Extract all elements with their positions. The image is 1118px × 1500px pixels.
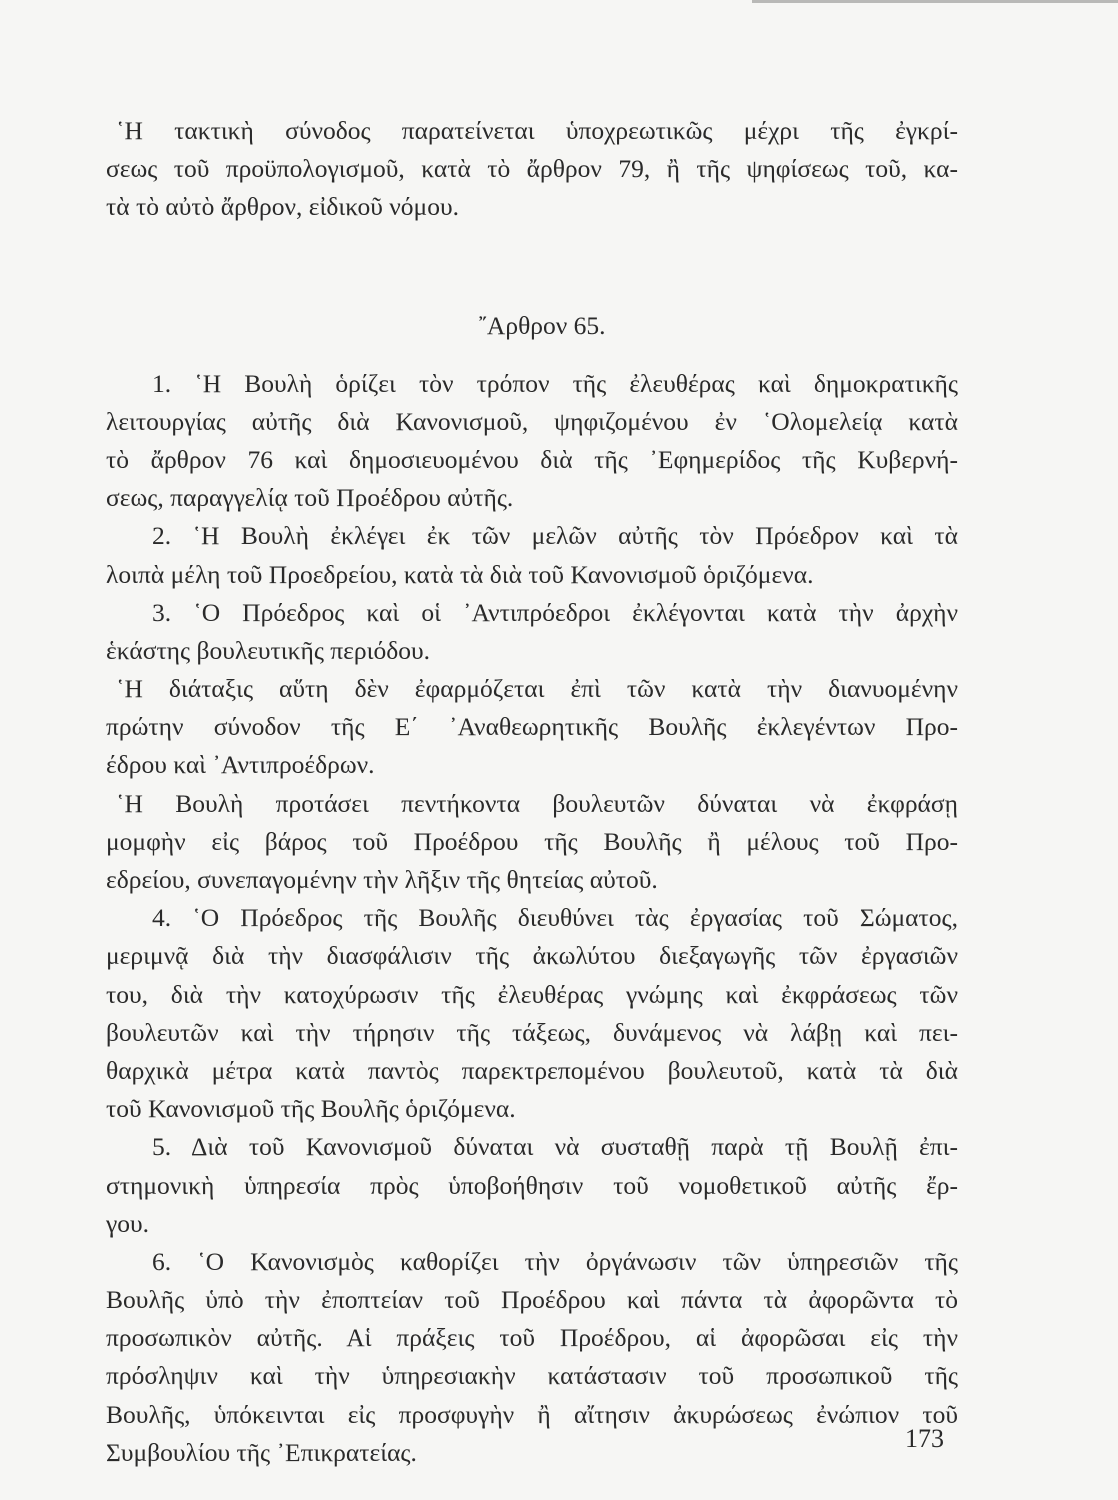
text-line: λειτουργίας αὐτῆς διὰ Κανονισμοῦ, ψηφιζομένου ἐν ῾Ολομελείᾳ κατὰ [106, 406, 958, 436]
text-line: πρώτην σύνοδον τῆς Ε΄ ᾿Αναθεωρητικῆς Βουλῆς ἐκλεγέντων Προ- [106, 712, 958, 742]
text-line: Βουλῆς, ὑπόκεινται εἰς προσφυγὴν ἢ αἴτησιν ἀκυρώσεως ἐνώπιον τοῦ [106, 1399, 958, 1429]
text-line: ῾Η τακτικὴ σύνοδος παρατείνεται ὑποχρεωτικῶς μέχρι τῆς ἐγκρί- [116, 116, 958, 145]
text-line: στημονικὴ ὑπηρεσία πρὸς ὑποβοήθησιν τοῦ νομοθετικοῦ αὐτῆς ἔρ- [106, 1170, 958, 1200]
text-line: πρόσληψιν καὶ τὴν ὑπηρεσιακὴν κατάστασιν τοῦ προσωπικοῦ τῆς [106, 1361, 958, 1391]
top-edge-rule [752, 0, 1118, 3]
spacer [106, 345, 958, 365]
text-line: του, διὰ τὴν κατοχύρωσιν τῆς ἐλευθέρας γνώμης καὶ ἐκφράσεως τῶν [106, 979, 958, 1009]
text-line: 1. ῾Η Βουλὴ ὁρίζει τὸν τρόπον τῆς ἐλευθέρας καὶ δημοκρατικῆς [152, 368, 958, 398]
text-line: τὸ ἄρθρον 76 καὶ δημοσιευομένου διὰ τῆς ᾿Εφημερίδος τῆς Κυβερνή- [106, 444, 958, 474]
intro-paragraph [106, 112, 958, 227]
text-line: 6. ῾Ο Κανονισμὸς καθορίζει τὴν ὀργάνωσιν τῶν ὑπηρεσιῶν τῆς [152, 1246, 958, 1276]
paragraph-3-exception [106, 670, 958, 785]
page-body [106, 112, 958, 1472]
paragraph-2 [106, 517, 958, 593]
text-line: σεως, παραγγελίᾳ τοῦ Προέδρου αὐτῆς. [106, 483, 514, 513]
text-line: προσωπικὸν αὐτῆς. Αἱ πράξεις τοῦ Προέδρου, αἱ ἀφορῶσαι εἰς τὴν [106, 1323, 958, 1353]
text-line: τὰ τὸ αὐτὸ ἄρθρον, εἰδικοῦ νόμου. [106, 192, 459, 222]
text-line: εδρείου, συνεπαγομένην τὴν λῆξιν τῆς θητείας αὐτοῦ. [106, 865, 658, 894]
page-number: 173 [905, 1424, 944, 1453]
text-line: 3. ῾Ο Πρόεδρος καὶ οἱ ᾿Αντιπρόεδροι ἐκλέγονται κατὰ τὴν ἀρχὴν [152, 597, 958, 627]
text-line: θαρχικὰ μέτρα κατὰ παντὸς παρεκτρεπομένου βουλευτοῦ, κατὰ τὰ διὰ [106, 1055, 958, 1085]
paragraph-3 [106, 594, 958, 670]
text-line: ῾Η διάταξις αὕτη δὲν ἐφαρμόζεται ἐπὶ τῶν κατὰ τὴν διανυομένην [116, 674, 958, 704]
text-line: μεριμνᾷ διὰ τὴν διασφάλισιν τῆς ἀκωλύτου διεξαγωγῆς τῶν ἐργασιῶν [106, 941, 958, 971]
text-line: ἑκάστης βουλευτικῆς περιόδου. [106, 635, 430, 665]
text-line: λοιπὰ μέλη τοῦ Προεδρείου, κατὰ τὰ διὰ τοῦ Κανονισμοῦ ὁριζόμενα. [106, 559, 814, 589]
paragraph-4 [106, 899, 958, 1128]
text-line: 2. ῾Η Βουλὴ ἐκλέγει ἐκ τῶν μελῶν αὐτῆς τὸν Πρόεδρον καὶ τὰ [152, 521, 958, 551]
paragraph-6 [106, 1243, 958, 1472]
text-line: Συμβουλίου τῆς ᾿Επικρατείας. [106, 1437, 417, 1467]
paragraph-1 [106, 365, 958, 518]
text-line: μομφὴν εἰς βάρος τοῦ Προέδρου τῆς Βουλῆς ἢ μέλους τοῦ Προ- [106, 826, 958, 856]
paragraph-5 [106, 1128, 958, 1243]
article-heading: ῎Αρθρον 65. [478, 310, 606, 340]
text-line: βουλευτῶν καὶ τὴν τήρησιν τῆς τάξεως, δυνάμενος νὰ λάβῃ καὶ πει- [106, 1017, 958, 1047]
text-line: έδρου καὶ ᾿Αντιπροέδρων. [106, 750, 375, 780]
text-line: 5. Διὰ τοῦ Κανονισμοῦ δύναται νὰ συσταθῇ παρὰ τῇ Βουλῇ ἐπι- [152, 1132, 958, 1162]
paragraph-3-censure [106, 785, 958, 900]
text-line: γου. [106, 1208, 150, 1238]
text-line: 4. ῾Ο Πρόεδρος τῆς Βουλῆς διευθύνει τὰς ἐργασίας τοῦ Σώματος, [152, 903, 958, 933]
text-line: σεως τοῦ προϋπολογισμοῦ, κατὰ τὸ ἄρθρον 79, ἢ τῆς ψηφίσεως τοῦ, κα- [106, 154, 958, 184]
text-line: τοῦ Κανονισμοῦ τῆς Βουλῆς ὁριζόμενα. [106, 1094, 516, 1124]
text-line: Βουλῆς ὑπὸ τὴν ἐποπτείαν τοῦ Προέδρου καὶ πάντα τὰ ἀφορῶντα τὸ [106, 1285, 958, 1315]
spacer [106, 227, 958, 307]
text-line: ῾Η Βουλὴ προτάσει πεντήκοντα βουλευτῶν δύναται νὰ ἐκφράσῃ [116, 788, 958, 818]
